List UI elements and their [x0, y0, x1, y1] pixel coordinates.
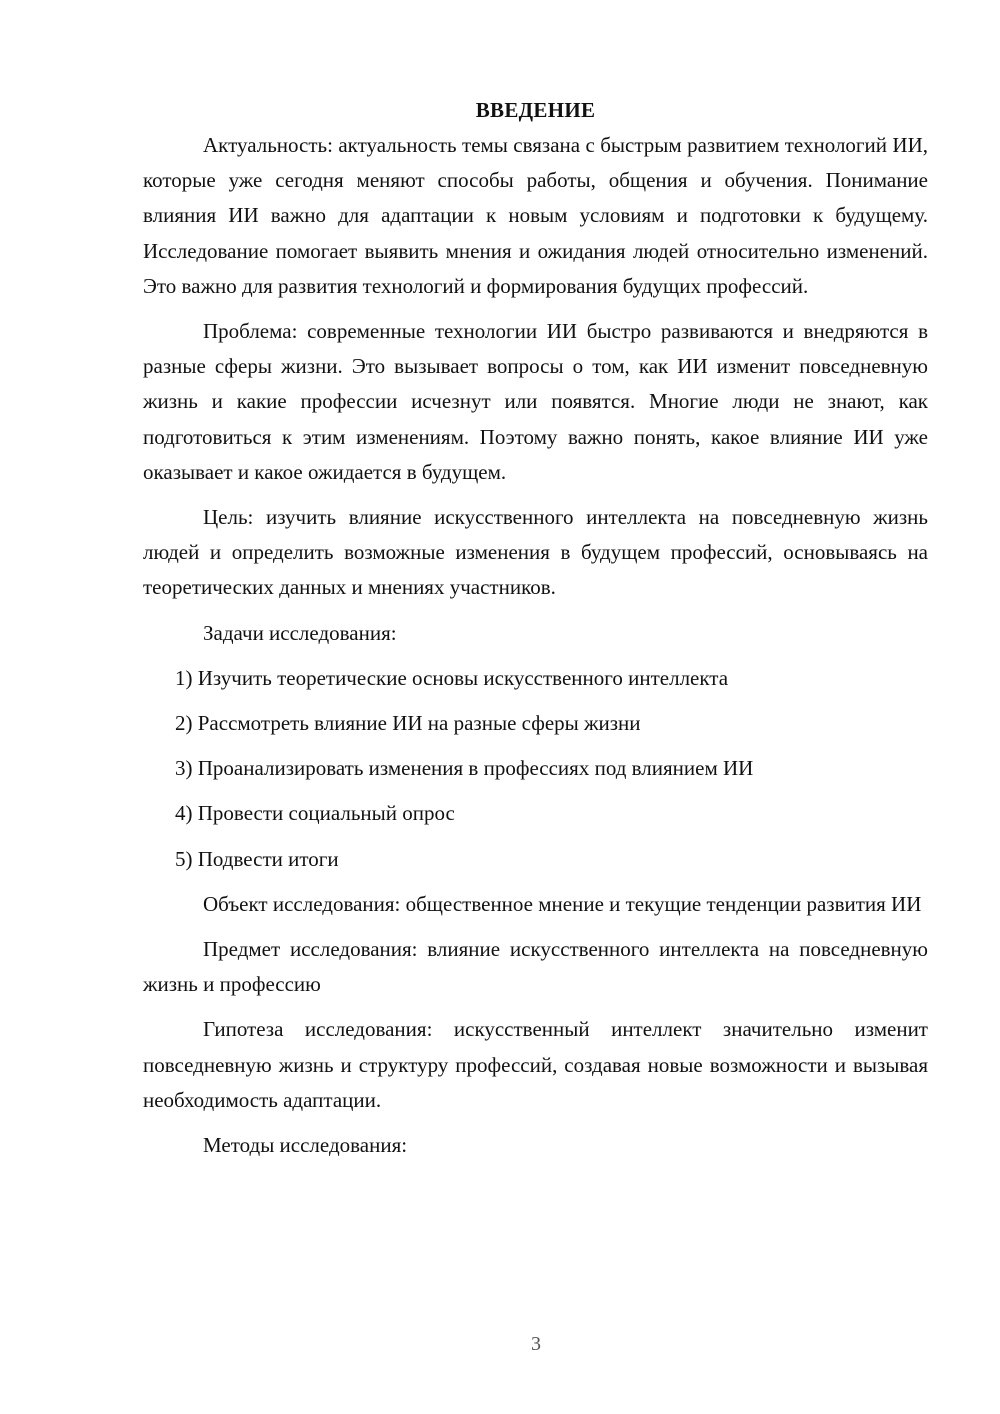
tasks-heading: Задачи исследования:: [203, 620, 397, 645]
section-title: ВВЕДЕНИЕ: [475, 98, 596, 122]
list-item: 2) Рассмотреть влияние ИИ на разные сферы жизни: [175, 711, 641, 736]
problem-paragraph: Проблема: современные технологии ИИ быстро развиваются и внедряются в разные сферы жизни. Это вызывает вопросы о том, как ИИ изменит повседневную жизнь и какие профессии исчезнут или появятся. Многие люди не знают, как подготовиться к этим изменениям. Поэтому важно понять, какое влияние ИИ уже оказывает и какое ожидается в будущем.: [143, 319, 928, 484]
subject-paragraph: Предмет исследования: влияние искусственного интеллекта на повседневную жизнь и профессию: [143, 937, 928, 997]
list-item: 1) Изучить теоретические основы искусственного интеллекта: [175, 665, 729, 690]
document-page: [143, 94, 928, 1173]
hypothesis-paragraph: Гипотеза исследования: искусственный интеллект значительно изменит повседневную жизнь и структуру профессий, создавая новые возможности и вызывая необходимость адаптации.: [143, 1017, 928, 1112]
methods-heading: Методы исследования:: [203, 1133, 408, 1158]
page-number: 3: [531, 1333, 541, 1355]
tasks-list: [143, 661, 928, 877]
list-item: 4) Провести социальный опрос: [175, 801, 455, 826]
goal-paragraph: Цель: изучить влияние искусственного интеллекта на повседневную жизнь людей и определить возможные изменения в будущем профессий, основываясь на теоретических данных и мнениях участников.: [143, 505, 928, 600]
list-item: 3) Проанализировать изменения в профессиях под влиянием ИИ: [175, 756, 754, 781]
list-item: 5) Подвести итоги: [175, 846, 339, 871]
relevance-paragraph: Актуальность: актуальность темы связана с быстрым развитием технологий ИИ, которые уже сегодня меняют способы работы, общения и обучения. Понимание влияния ИИ важно для адаптации к новым условиям и подготовки к будущему. Исследование помогает выявить мнения и ожидания людей относительно изменений. Это важно для развития технологий и формирования будущих профессий.: [143, 133, 928, 298]
object-paragraph: Объект исследования: общественное мнение и текущие тенденции развития ИИ: [203, 891, 922, 916]
